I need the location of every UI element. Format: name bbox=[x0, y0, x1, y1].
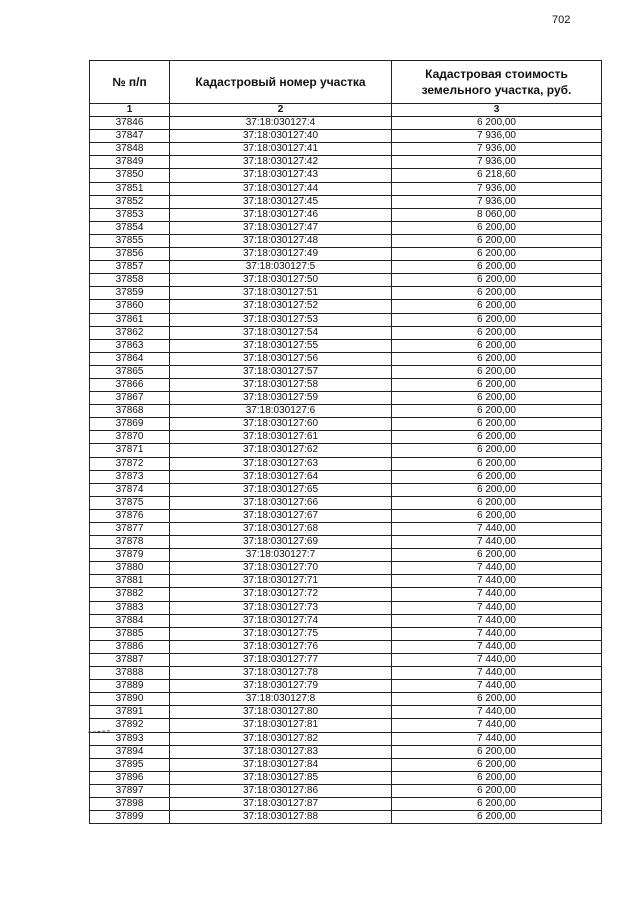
cadastral-value-cell: 7 440,00 bbox=[392, 680, 602, 693]
row-index-cell: 37861 bbox=[90, 313, 170, 326]
row-index-cell: 37890 bbox=[90, 693, 170, 706]
cadastral-number-cell: 37:18:030127:42 bbox=[170, 156, 392, 169]
cadastral-number-cell: 37:18:030127:57 bbox=[170, 365, 392, 378]
table-row bbox=[90, 117, 602, 130]
table-row bbox=[90, 496, 602, 509]
cadastral-value-cell: 7 440,00 bbox=[392, 719, 602, 732]
column-number-2: 2 bbox=[170, 104, 392, 117]
cadastral-number-cell: 37:18:030127:5 bbox=[170, 261, 392, 274]
cadastral-value-cell: 6 200,00 bbox=[392, 758, 602, 771]
table-row bbox=[90, 706, 602, 719]
row-index-cell: 37865 bbox=[90, 365, 170, 378]
table-row bbox=[90, 169, 602, 182]
table-row bbox=[90, 208, 602, 221]
cadastral-value-cell: 6 200,00 bbox=[392, 326, 602, 339]
column-number-3: 3 bbox=[392, 104, 602, 117]
cadastral-value-cell: 6 200,00 bbox=[392, 378, 602, 391]
row-index-cell: 37868 bbox=[90, 405, 170, 418]
cadastral-number-cell: 37:18:030127:47 bbox=[170, 221, 392, 234]
cadastral-number-cell: 37:18:030127:44 bbox=[170, 182, 392, 195]
table-row bbox=[90, 261, 602, 274]
column-number-1: 1 bbox=[90, 104, 170, 117]
cadastral-value-cell: 6 200,00 bbox=[392, 248, 602, 261]
row-index-cell: 37859 bbox=[90, 287, 170, 300]
row-index-cell: 37883 bbox=[90, 601, 170, 614]
cadastral-value-cell: 6 200,00 bbox=[392, 339, 602, 352]
table-row bbox=[90, 640, 602, 653]
cadastral-value-cell: 6 200,00 bbox=[392, 352, 602, 365]
cadastral-value-cell: 6 200,00 bbox=[392, 797, 602, 810]
row-index-cell: 37887 bbox=[90, 653, 170, 666]
cadastral-value-cell: 6 200,00 bbox=[392, 496, 602, 509]
table-body bbox=[90, 117, 602, 824]
table-row bbox=[90, 287, 602, 300]
cadastral-value-cell: 6 200,00 bbox=[392, 392, 602, 405]
row-index-cell: 37851 bbox=[90, 182, 170, 195]
cadastral-number-cell: 37:18:030127:76 bbox=[170, 640, 392, 653]
table-row bbox=[90, 457, 602, 470]
table-row bbox=[90, 392, 602, 405]
row-index-cell: 37880 bbox=[90, 562, 170, 575]
table-row bbox=[90, 797, 602, 810]
table-row bbox=[90, 405, 602, 418]
cadastral-value-cell: 6 200,00 bbox=[392, 457, 602, 470]
table-row bbox=[90, 156, 602, 169]
cadastral-value-cell: 6 200,00 bbox=[392, 745, 602, 758]
row-index-cell: 37894 bbox=[90, 745, 170, 758]
cadastral-number-cell: 37:18:030127:58 bbox=[170, 378, 392, 391]
table-row bbox=[90, 130, 602, 143]
cadastral-number-cell: 37:18:030127:66 bbox=[170, 496, 392, 509]
table-row bbox=[90, 483, 602, 496]
row-index-cell: 37877 bbox=[90, 523, 170, 536]
cadastral-number-cell: 37:18:030127:4 bbox=[170, 117, 392, 130]
page-number: 702 bbox=[552, 14, 571, 26]
cadastral-value-cell: 7 936,00 bbox=[392, 195, 602, 208]
table-row bbox=[90, 784, 602, 797]
cadastral-value-cell: 6 200,00 bbox=[392, 287, 602, 300]
row-index-cell: 37878 bbox=[90, 536, 170, 549]
table-row bbox=[90, 470, 602, 483]
cadastral-value-cell: 6 200,00 bbox=[392, 313, 602, 326]
cadastral-number-cell: 37:18:030127:87 bbox=[170, 797, 392, 810]
cadastral-number-cell: 37:18:030127:55 bbox=[170, 339, 392, 352]
cadastral-value-cell: 7 440,00 bbox=[392, 732, 602, 745]
table-row bbox=[90, 811, 602, 824]
table-row bbox=[90, 352, 602, 365]
row-index-cell: 37870 bbox=[90, 431, 170, 444]
row-index-cell: 37881 bbox=[90, 575, 170, 588]
cadastral-value-cell: 7 936,00 bbox=[392, 130, 602, 143]
row-index-cell: 37889 bbox=[90, 680, 170, 693]
table-row bbox=[90, 509, 602, 522]
row-index-cell: 37847 bbox=[90, 130, 170, 143]
table-row bbox=[90, 234, 602, 247]
cadastral-number-cell: 37:18:030127:63 bbox=[170, 457, 392, 470]
cadastral-number-cell: 37:18:030127:41 bbox=[170, 143, 392, 156]
cadastral-value-cell: 7 440,00 bbox=[392, 575, 602, 588]
cadastral-number-cell: 37:18:030127:67 bbox=[170, 509, 392, 522]
row-index-cell: 37873 bbox=[90, 470, 170, 483]
row-index-cell: 37882 bbox=[90, 588, 170, 601]
header-index: № п/п bbox=[90, 61, 170, 104]
row-index-cell: 37896 bbox=[90, 771, 170, 784]
cadastral-number-cell: 37:18:030127:56 bbox=[170, 352, 392, 365]
row-index-cell: 37866 bbox=[90, 378, 170, 391]
cadastral-number-cell: 37:18:030127:75 bbox=[170, 627, 392, 640]
row-index-cell: 37875 bbox=[90, 496, 170, 509]
table-row bbox=[90, 745, 602, 758]
cadastral-value-cell: 6 200,00 bbox=[392, 771, 602, 784]
cadastral-number-cell: 37:18:030127:71 bbox=[170, 575, 392, 588]
row-index-cell: 37874 bbox=[90, 483, 170, 496]
cadastral-number-cell: 37:18:030127:73 bbox=[170, 601, 392, 614]
cadastral-number-cell: 37:18:030127:83 bbox=[170, 745, 392, 758]
table-row bbox=[90, 562, 602, 575]
table-row bbox=[90, 365, 602, 378]
cadastral-number-cell: 37:18:030127:77 bbox=[170, 653, 392, 666]
cadastral-number-cell: 37:18:030127:74 bbox=[170, 614, 392, 627]
cadastral-value-cell: 7 440,00 bbox=[392, 653, 602, 666]
cadastral-value-cell: 6 200,00 bbox=[392, 431, 602, 444]
row-index-cell: 37850 bbox=[90, 169, 170, 182]
table-row bbox=[90, 601, 602, 614]
cadastral-number-cell: 37:18:030127:86 bbox=[170, 784, 392, 797]
table-row bbox=[90, 378, 602, 391]
row-index-cell: 37863 bbox=[90, 339, 170, 352]
cadastral-number-cell: 37:18:030127:82 bbox=[170, 732, 392, 745]
cadastral-value-cell: 7 936,00 bbox=[392, 182, 602, 195]
row-index-cell: 37895 bbox=[90, 758, 170, 771]
table-row bbox=[90, 339, 602, 352]
cadastral-value-cell: 6 200,00 bbox=[392, 784, 602, 797]
cadastral-value-cell: 7 936,00 bbox=[392, 143, 602, 156]
cadastral-number-cell: 37:18:030127:40 bbox=[170, 130, 392, 143]
cadastral-value-cell: 6 200,00 bbox=[392, 693, 602, 706]
row-index-cell: 37852 bbox=[90, 195, 170, 208]
cadastral-value-cell: 6 200,00 bbox=[392, 444, 602, 457]
table-row bbox=[90, 771, 602, 784]
row-index-cell: 37885 bbox=[90, 627, 170, 640]
cadastral-number-cell: 37:18:030127:80 bbox=[170, 706, 392, 719]
table-row bbox=[90, 523, 602, 536]
cadastral-value-cell: 6 200,00 bbox=[392, 470, 602, 483]
table-row bbox=[90, 680, 602, 693]
cadastral-value-cell: 7 440,00 bbox=[392, 601, 602, 614]
table-row bbox=[90, 719, 602, 732]
row-index-cell: 37869 bbox=[90, 418, 170, 431]
row-index-cell: 37899 bbox=[90, 811, 170, 824]
cadastral-number-cell: 37:18:030127:62 bbox=[170, 444, 392, 457]
cadastral-number-cell: 37:18:030127:8 bbox=[170, 693, 392, 706]
row-index-cell: 37872 bbox=[90, 457, 170, 470]
cadastral-value-cell: 7 936,00 bbox=[392, 156, 602, 169]
table-header-row bbox=[90, 61, 602, 104]
cadastral-number-cell: 37:18:030127:6 bbox=[170, 405, 392, 418]
table-row bbox=[90, 326, 602, 339]
table-row bbox=[90, 732, 602, 745]
table-row bbox=[90, 182, 602, 195]
table-row bbox=[90, 431, 602, 444]
table-row bbox=[90, 575, 602, 588]
cadastral-value-cell: 7 440,00 bbox=[392, 536, 602, 549]
cadastral-number-cell: 37:18:030127:70 bbox=[170, 562, 392, 575]
cadastral-value-cell: 8 060,00 bbox=[392, 208, 602, 221]
cadastral-number-cell: 37:18:030127:60 bbox=[170, 418, 392, 431]
row-index-cell: 37876 bbox=[90, 509, 170, 522]
cadastral-value-cell: 6 218,60 bbox=[392, 169, 602, 182]
table-row bbox=[90, 444, 602, 457]
cadastral-number-cell: 37:18:030127:49 bbox=[170, 248, 392, 261]
cadastral-value-cell: 6 200,00 bbox=[392, 405, 602, 418]
cadastral-number-cell: 37:18:030127:7 bbox=[170, 549, 392, 562]
cadastral-value-cell: 6 200,00 bbox=[392, 418, 602, 431]
table-row bbox=[90, 300, 602, 313]
table-row bbox=[90, 536, 602, 549]
cadastral-number-cell: 37:18:030127:81 bbox=[170, 719, 392, 732]
row-index-cell: 37886 bbox=[90, 640, 170, 653]
cadastral-value-cell: 6 200,00 bbox=[392, 221, 602, 234]
cadastral-number-cell: 37:18:030127:61 bbox=[170, 431, 392, 444]
table-row bbox=[90, 195, 602, 208]
cadastral-value-cell: 7 440,00 bbox=[392, 523, 602, 536]
table-row bbox=[90, 313, 602, 326]
header-cadastral-value: Кадастровая стоимость земельного участка, руб. bbox=[392, 61, 602, 104]
row-index-cell: 37879 bbox=[90, 549, 170, 562]
cadastral-number-cell: 37:18:030127:68 bbox=[170, 523, 392, 536]
table-row bbox=[90, 627, 602, 640]
row-index-cell: 37853 bbox=[90, 208, 170, 221]
cadastral-number-cell: 37:18:030127:69 bbox=[170, 536, 392, 549]
cadastral-value-cell: 6 200,00 bbox=[392, 117, 602, 130]
table-row bbox=[90, 758, 602, 771]
cadastral-value-cell: 6 200,00 bbox=[392, 261, 602, 274]
table-row bbox=[90, 614, 602, 627]
table-row bbox=[90, 418, 602, 431]
table-row bbox=[90, 549, 602, 562]
table-row bbox=[90, 248, 602, 261]
row-index-cell: 37849 bbox=[90, 156, 170, 169]
cadastral-number-cell: 37:18:030127:54 bbox=[170, 326, 392, 339]
row-index-cell: 37856 bbox=[90, 248, 170, 261]
row-index-cell: 37854 bbox=[90, 221, 170, 234]
cadastral-number-cell: 37:18:030127:45 bbox=[170, 195, 392, 208]
row-index-cell: 37846 bbox=[90, 117, 170, 130]
table-row bbox=[90, 667, 602, 680]
cadastral-value-cell: 6 200,00 bbox=[392, 483, 602, 496]
row-index-cell: 37858 bbox=[90, 274, 170, 287]
row-index-cell: 37855 bbox=[90, 234, 170, 247]
cadastral-number-cell: 37:18:030127:46 bbox=[170, 208, 392, 221]
cadastral-value-cell: 7 440,00 bbox=[392, 706, 602, 719]
table-row bbox=[90, 693, 602, 706]
cadastral-value-cell: 7 440,00 bbox=[392, 588, 602, 601]
row-index-cell: 37867 bbox=[90, 392, 170, 405]
cadastral-number-cell: 37:18:030127:52 bbox=[170, 300, 392, 313]
row-index-cell: 37897 bbox=[90, 784, 170, 797]
row-index-cell: 37898 bbox=[90, 797, 170, 810]
cadastral-value-cell: 7 440,00 bbox=[392, 614, 602, 627]
cadastral-value-cell: 7 440,00 bbox=[392, 562, 602, 575]
table-row bbox=[90, 143, 602, 156]
cadastral-value-cell: 7 440,00 bbox=[392, 627, 602, 640]
row-index-cell: 37891 bbox=[90, 706, 170, 719]
cadastral-number-cell: 37:18:030127:64 bbox=[170, 470, 392, 483]
row-index-cell: 37862 bbox=[90, 326, 170, 339]
cadastral-value-cell: 7 440,00 bbox=[392, 667, 602, 680]
cadastral-value-cell: 6 200,00 bbox=[392, 549, 602, 562]
cadastral-value-cell: 7 440,00 bbox=[392, 640, 602, 653]
cadastral-number-cell: 37:18:030127:43 bbox=[170, 169, 392, 182]
table-row bbox=[90, 653, 602, 666]
cadastral-table bbox=[89, 60, 602, 824]
cadastral-number-cell: 37:18:030127:88 bbox=[170, 811, 392, 824]
cadastral-number-cell: 37:18:030127:51 bbox=[170, 287, 392, 300]
table-row bbox=[90, 274, 602, 287]
row-index-cell: 37857 bbox=[90, 261, 170, 274]
cadastral-number-cell: 37:18:030127:85 bbox=[170, 771, 392, 784]
cadastral-number-cell: 37:18:030127:78 bbox=[170, 667, 392, 680]
row-index-cell: 37860 bbox=[90, 300, 170, 313]
row-index-cell: 37892 bbox=[90, 719, 170, 732]
cadastral-number-cell: 37:18:030127:72 bbox=[170, 588, 392, 601]
cadastral-number-cell: 37:18:030127:53 bbox=[170, 313, 392, 326]
cadastral-number-cell: 37:18:030127:50 bbox=[170, 274, 392, 287]
row-index-cell: 37884 bbox=[90, 614, 170, 627]
cadastral-number-cell: 37:18:030127:84 bbox=[170, 758, 392, 771]
table-row bbox=[90, 588, 602, 601]
cadastral-value-cell: 6 200,00 bbox=[392, 274, 602, 287]
cadastral-number-cell: 37:18:030127:79 bbox=[170, 680, 392, 693]
row-index-cell: 37888 bbox=[90, 667, 170, 680]
column-number-row bbox=[90, 104, 602, 117]
cadastral-value-cell: 6 200,00 bbox=[392, 509, 602, 522]
row-index-cell: 37893 bbox=[90, 732, 170, 745]
header-cadastral-number: Кадастровый номер участка bbox=[170, 61, 392, 104]
cadastral-number-cell: 37:18:030127:65 bbox=[170, 483, 392, 496]
table-row bbox=[90, 221, 602, 234]
row-index-cell: 37871 bbox=[90, 444, 170, 457]
cadastral-value-cell: 6 200,00 bbox=[392, 234, 602, 247]
cadastral-value-cell: 6 200,00 bbox=[392, 300, 602, 313]
row-index-cell: 37848 bbox=[90, 143, 170, 156]
cadastral-value-cell: 6 200,00 bbox=[392, 365, 602, 378]
cadastral-number-cell: 37:18:030127:48 bbox=[170, 234, 392, 247]
row-index-cell: 37864 bbox=[90, 352, 170, 365]
cadastral-value-cell: 6 200,00 bbox=[392, 811, 602, 824]
cadastral-number-cell: 37:18:030127:59 bbox=[170, 392, 392, 405]
